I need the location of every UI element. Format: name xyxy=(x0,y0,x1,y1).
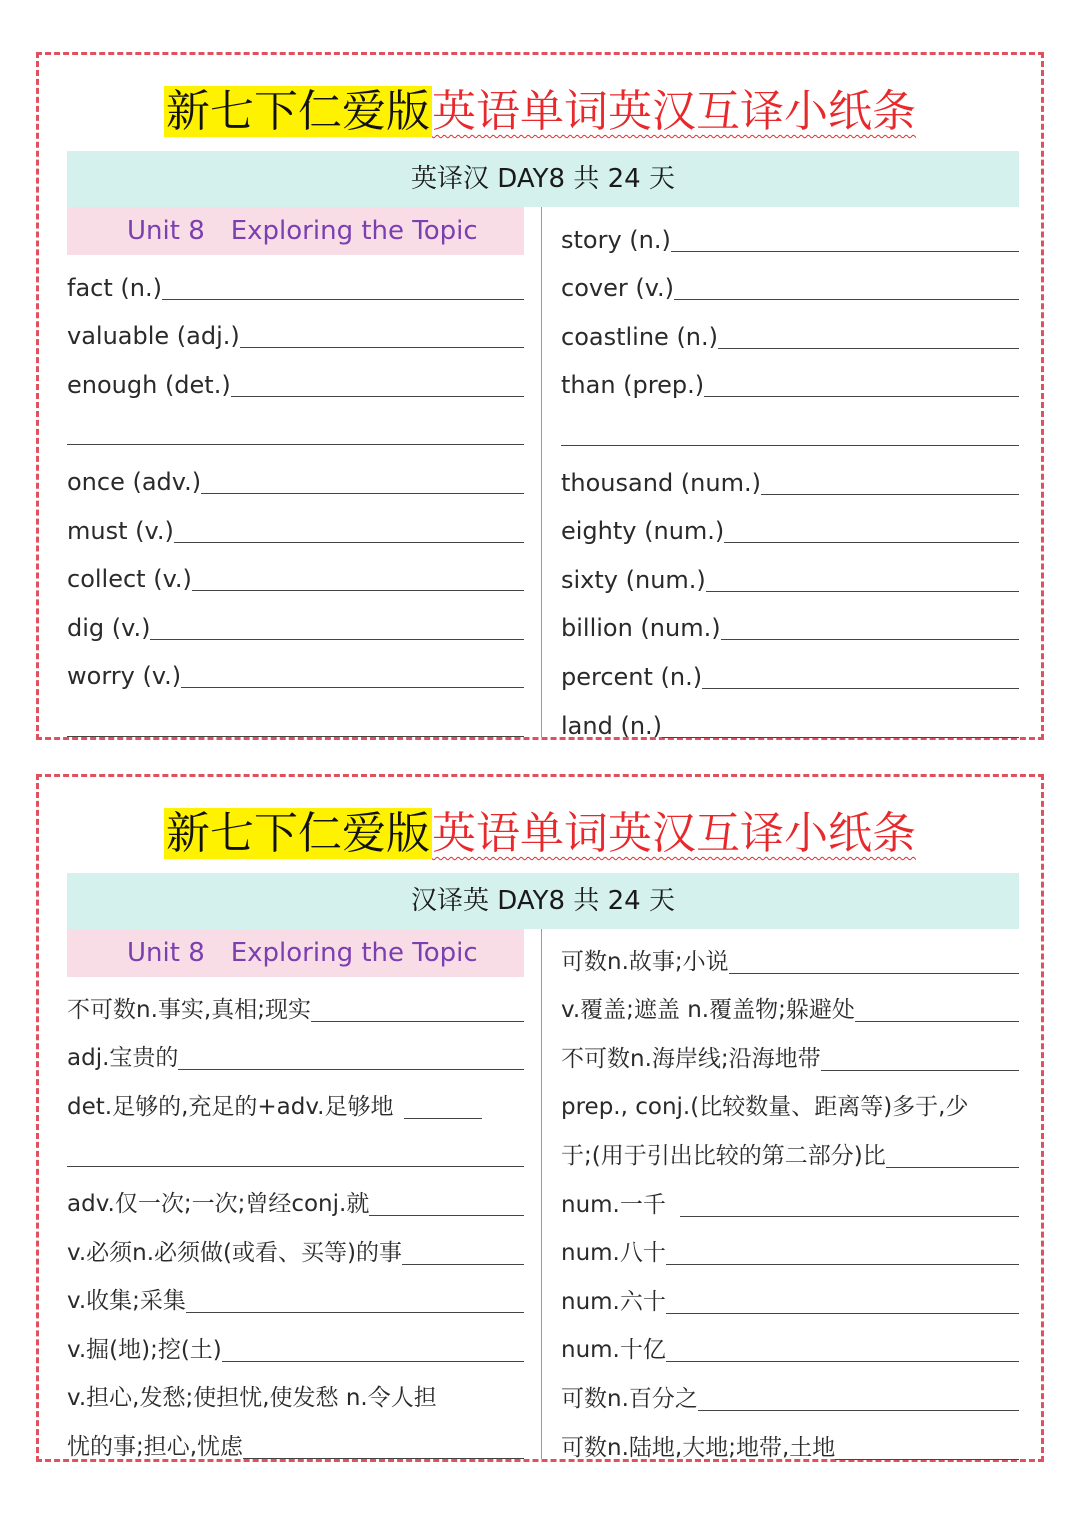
word-label: adv.仅一次;一次;曾经conj.就 xyxy=(67,1190,370,1217)
word-label: than (prep.) xyxy=(561,371,705,400)
word-row xyxy=(561,401,1019,450)
word-label: num.一千 xyxy=(561,1191,666,1218)
word-label: valuable (adj.) xyxy=(67,322,240,351)
word-label: v.必须n.必须做(或看、买等)的事 xyxy=(67,1239,402,1266)
word-label: prep., conj.(比较数量、距离等)多于,少 xyxy=(561,1094,969,1121)
word-row xyxy=(561,304,1019,353)
word-label: 可数n.故事;小说 xyxy=(561,948,729,975)
word-label: fact (n.) xyxy=(67,273,162,302)
word-row xyxy=(561,1415,1019,1464)
left-column xyxy=(67,207,524,741)
word-row xyxy=(561,1026,1019,1075)
word-row xyxy=(67,1220,524,1269)
word-row xyxy=(561,596,1019,645)
word-row xyxy=(561,1123,1019,1172)
word-label: 于;(用于引出比较的第二部分)比 xyxy=(561,1142,886,1169)
answer-blank[interactable] xyxy=(178,1068,524,1070)
word-row xyxy=(67,1026,524,1075)
word-row xyxy=(67,304,524,353)
word-row xyxy=(67,498,524,547)
answer-blank[interactable] xyxy=(666,1263,1019,1265)
word-row xyxy=(561,547,1019,596)
answer-blank[interactable] xyxy=(704,395,1019,397)
word-label: worry (v.) xyxy=(67,662,182,691)
answer-blank[interactable] xyxy=(671,250,1019,252)
vocab-card-en-to-cn xyxy=(36,52,1044,740)
answer-blank[interactable] xyxy=(174,541,524,543)
answer-blank[interactable] xyxy=(311,1020,524,1022)
word-row xyxy=(561,929,1019,978)
left-column xyxy=(67,929,524,1463)
answer-blank[interactable] xyxy=(886,1166,1019,1168)
answer-blank[interactable] xyxy=(821,1069,1019,1071)
word-label: 不可数n.事实,真相;现实 xyxy=(67,996,311,1023)
word-label: percent (n.) xyxy=(561,662,703,691)
answer-blank[interactable] xyxy=(162,298,524,300)
word-label: 可数n.陆地,大地;地带,土地 xyxy=(561,1434,836,1461)
answer-blank[interactable] xyxy=(67,735,524,737)
right-column xyxy=(561,207,1019,742)
answer-blank[interactable] xyxy=(702,687,1019,689)
answer-blank[interactable] xyxy=(835,1458,1019,1460)
word-label: once (adv.) xyxy=(67,467,202,496)
word-row xyxy=(561,1172,1019,1221)
word-label: num.八十 xyxy=(561,1240,666,1267)
word-label: sixty (num.) xyxy=(561,565,706,594)
word-label: 不可数n.海岸线;沿海地带 xyxy=(561,1045,821,1072)
word-label: billion (num.) xyxy=(561,614,721,643)
title-red: 英语单词英汉互译小纸条 xyxy=(432,808,916,859)
word-label: enough (det.) xyxy=(67,370,231,399)
vocab-card-cn-to-en xyxy=(36,774,1044,1462)
word-row xyxy=(67,692,524,741)
answer-blank[interactable] xyxy=(67,443,524,445)
answer-blank[interactable] xyxy=(222,1360,524,1362)
word-row xyxy=(561,644,1019,693)
answer-blank[interactable] xyxy=(369,1214,524,1216)
word-row xyxy=(67,1269,524,1318)
answer-blank[interactable] xyxy=(150,638,524,640)
word-label: num.六十 xyxy=(561,1288,666,1315)
answer-blank[interactable] xyxy=(243,1457,524,1459)
word-label: adj.宝贵的 xyxy=(67,1045,179,1072)
word-label: thousand (num.) xyxy=(561,468,761,497)
word-row xyxy=(67,1414,524,1463)
word-label: v.覆盖;遮盖 n.覆盖物;躲避处 xyxy=(561,997,855,1024)
word-row xyxy=(67,449,524,498)
right-column xyxy=(561,929,1019,1464)
word-label: coastline (n.) xyxy=(561,322,719,351)
answer-blank[interactable] xyxy=(674,298,1019,300)
word-label: det.足够的,充足的+adv.足够地 xyxy=(67,1093,394,1120)
answer-blank[interactable] xyxy=(724,541,1019,543)
answer-blank[interactable] xyxy=(186,1311,524,1313)
answer-blank[interactable] xyxy=(662,736,1019,738)
word-row xyxy=(67,1317,524,1366)
unit-number: Unit 8 xyxy=(127,938,205,968)
word-row xyxy=(561,978,1019,1027)
answer-blank[interactable] xyxy=(666,1312,1019,1314)
word-row xyxy=(561,1075,1019,1124)
word-row xyxy=(561,450,1019,499)
word-row xyxy=(67,352,524,401)
answer-blank[interactable] xyxy=(721,638,1019,640)
word-row xyxy=(561,353,1019,402)
column-divider xyxy=(541,929,542,1459)
word-row xyxy=(67,547,524,596)
word-row xyxy=(561,256,1019,305)
answer-blank[interactable] xyxy=(192,589,524,591)
answer-blank[interactable] xyxy=(201,492,524,494)
answer-blank[interactable] xyxy=(706,590,1019,592)
title-red: 英语单词英汉互译小纸条 xyxy=(432,86,916,137)
word-row xyxy=(67,1171,524,1220)
answer-blank[interactable] xyxy=(718,347,1019,349)
word-label: must (v.) xyxy=(67,516,174,545)
card-title xyxy=(39,799,1041,869)
column-divider xyxy=(541,207,542,737)
day-banner: 汉译英 DAY8 共 24 天 xyxy=(67,873,1019,929)
card-title xyxy=(39,77,1041,147)
answer-blank[interactable] xyxy=(181,686,524,688)
word-label: story (n.) xyxy=(561,225,671,254)
answer-blank[interactable] xyxy=(561,444,1019,446)
word-row xyxy=(67,1123,524,1172)
answer-blank[interactable] xyxy=(402,1263,524,1265)
word-row xyxy=(67,977,524,1026)
word-row xyxy=(561,1318,1019,1367)
word-label: collect (v.) xyxy=(67,565,192,594)
word-row xyxy=(561,499,1019,548)
word-label: cover (v.) xyxy=(561,274,675,303)
answer-blank[interactable] xyxy=(666,1360,1019,1362)
word-row xyxy=(67,595,524,644)
unit-name: Exploring the Topic xyxy=(230,216,478,246)
unit-header xyxy=(67,929,524,977)
word-row xyxy=(561,1221,1019,1270)
word-row xyxy=(67,1074,524,1123)
word-row xyxy=(561,693,1019,742)
word-label: v.掘(地);挖(土) xyxy=(67,1336,222,1363)
word-row xyxy=(67,255,524,304)
answer-blank[interactable] xyxy=(240,346,524,348)
word-label: v.担心,发愁;使担忧,使发愁 n.令人担 xyxy=(67,1385,437,1412)
word-label: eighty (num.) xyxy=(561,517,725,546)
word-row xyxy=(561,1366,1019,1415)
word-label: num.十亿 xyxy=(561,1337,666,1364)
title-highlight: 新七下仁爱版 xyxy=(166,86,430,137)
word-label: 忧的事;担心,忧虑 xyxy=(67,1433,244,1460)
word-row xyxy=(561,1269,1019,1318)
word-row xyxy=(67,1366,524,1415)
word-row xyxy=(67,644,524,693)
day-banner: 英译汉 DAY8 共 24 天 xyxy=(67,151,1019,207)
answer-blank[interactable] xyxy=(404,1117,482,1119)
answer-blank[interactable] xyxy=(67,1165,524,1167)
answer-blank[interactable] xyxy=(680,1215,1019,1217)
word-label: v.收集;采集 xyxy=(67,1288,186,1315)
unit-name: Exploring the Topic xyxy=(230,938,478,968)
word-label: 可数n.百分之 xyxy=(561,1385,698,1412)
unit-header xyxy=(67,207,524,255)
answer-blank[interactable] xyxy=(231,395,524,397)
title-highlight: 新七下仁爱版 xyxy=(166,808,430,859)
answer-blank[interactable] xyxy=(698,1409,1019,1411)
word-label: land (n.) xyxy=(561,711,663,740)
answer-blank[interactable] xyxy=(855,1020,1019,1022)
unit-number: Unit 8 xyxy=(127,216,205,246)
word-label: dig (v.) xyxy=(67,613,151,642)
word-row xyxy=(561,207,1019,256)
word-row xyxy=(67,401,524,450)
answer-blank[interactable] xyxy=(729,972,1019,974)
answer-blank[interactable] xyxy=(761,493,1019,495)
